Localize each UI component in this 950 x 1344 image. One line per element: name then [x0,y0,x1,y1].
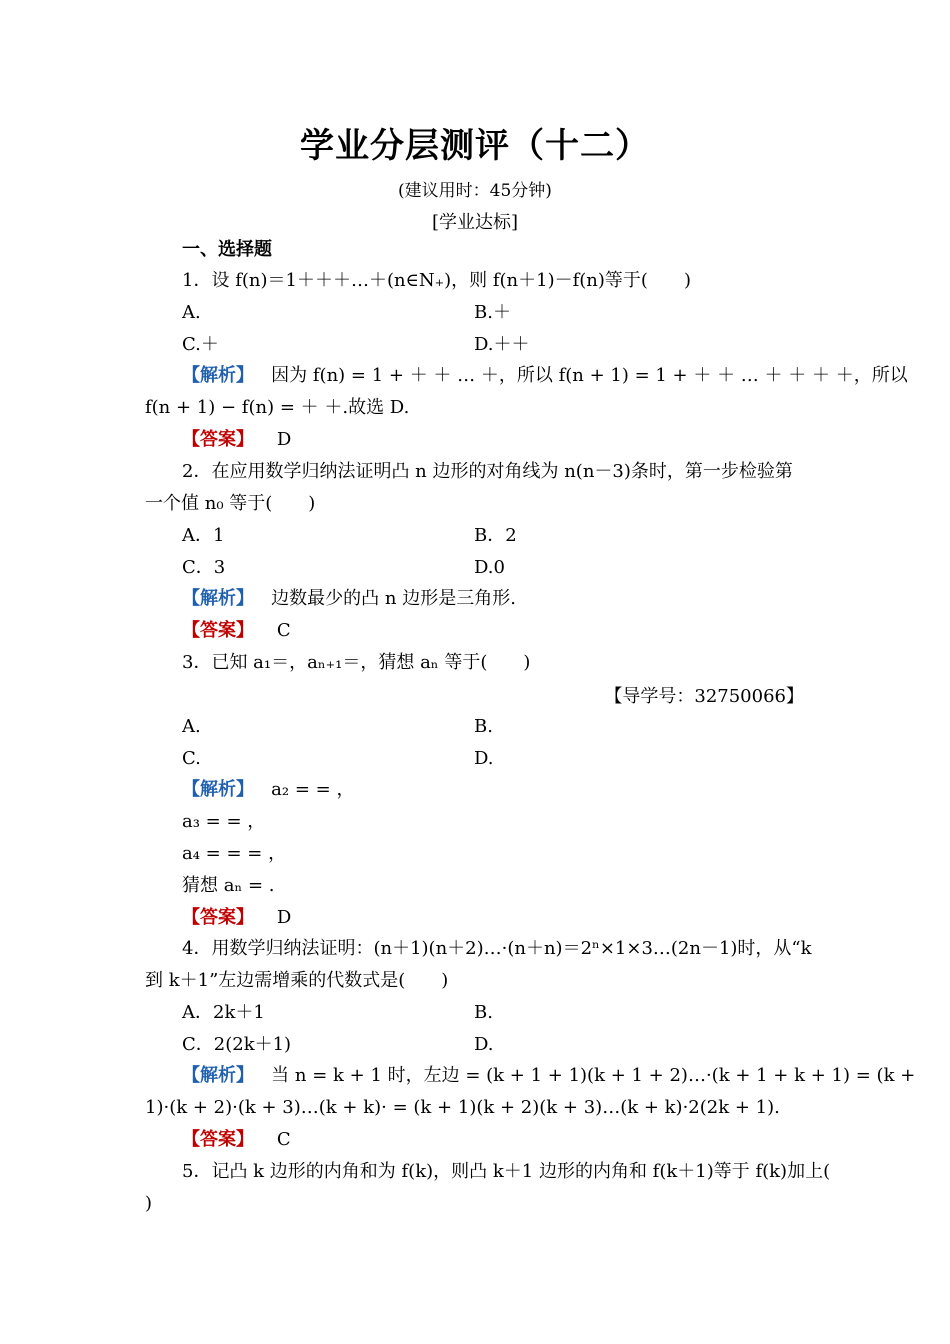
q3-option-d: D. [474,748,494,769]
q5-stem-line-1: 5．记凸 k 边形的内角和为 f(k)，则凸 k＋1 边形的内角和 f(k＋1)等于 f(k)加上( [182,1161,831,1182]
section-heading: 一、选择题 [182,239,272,260]
q2-option-b: B．2 [474,525,517,546]
analysis-label: 【解析】 [182,588,254,609]
q2-option-a: A．1 [182,525,225,546]
q3-option-a: A. [182,716,201,737]
q1-stem-number: 1．设 [182,270,236,291]
analysis-label: 【解析】 [182,1065,254,1086]
answer-label: 【答案】 [182,1129,254,1150]
answer-label: 【答案】 [182,620,254,641]
level-label: [学业达标] [431,212,519,233]
q5-stem-line-2: ) [145,1193,153,1214]
q1-option-b: B.＋ [474,302,511,323]
q4-option-a: A．2k＋1 [182,1002,265,1023]
q3-option-b: B. [474,716,493,737]
q1-answer [182,428,291,452]
q2-option-d: D.0 [474,557,505,578]
q4-option-b: B. [474,1002,493,1023]
page-title: 学业分层测评（十二） [300,126,650,166]
q2-answer [182,619,291,643]
q4-stem-line-2: 到 k＋1”左边需增乘的代数式是( ) [145,970,449,991]
q3-analysis-line-3: a₄ = = = ， [182,843,287,864]
q1-option-a: A. [182,302,201,323]
q4-option-d: D. [474,1034,494,1055]
q2-answer-value: C [276,620,291,641]
q2-stem-line-1: 2．在应用数学归纳法证明凸 n 边形的对角线为 n(n－3)条时，第一步检验第 [182,461,793,482]
answer-label: 【答案】 [182,907,254,928]
analysis-label: 【解析】 [182,779,254,800]
analysis-label: 【解析】 [182,365,254,386]
q2-analysis [182,587,516,611]
q4-option-c: C．2(2k＋1) [182,1034,292,1055]
q3-analysis-line-1 [182,778,354,802]
q4-analysis-line-2: 1)·(k + 2)·(k + 3)…(k + k)· = (k + 1)(k + 2)(k + 3)…(k + k)·2(2k + 1). [145,1097,780,1118]
q1-analysis-text-1: 因为 f(n) = 1 + ＋ ＋ … ＋，所以 f(n + 1) = 1 + ＋ ＋ … ＋ ＋ ＋ ＋，所以 [271,365,908,386]
guide-number: 【导学号：32750066】 [604,686,804,707]
q4-answer-value: C [276,1129,291,1150]
q3-answer-value: D [276,907,292,928]
q2-option-c: C．3 [182,557,226,578]
q1-option-c: C.＋ [182,334,219,355]
q1-analysis-line-1 [182,364,908,388]
q2-stem-line-2: 一个值 n₀ 等于( ) [145,493,316,514]
q1-answer-value: D [276,429,292,450]
q3-option-c: C. [182,748,201,769]
q1-option-d: D.＋＋ [474,334,530,355]
q3-analysis-line-4: 猜想 aₙ = . [182,875,275,896]
q1-stem [182,269,691,293]
answer-label: 【答案】 [182,429,254,450]
q3-analysis-text-1: a₂ = = ， [271,779,355,800]
q3-stem: 3．已知 a₁＝，aₙ₊₁＝，猜想 aₙ 等于( ) [182,652,531,673]
q4-answer [182,1128,291,1152]
q1-analysis-line-2: f(n + 1) − f(n) = ＋ ＋.故选 D. [145,397,410,418]
q3-analysis-line-2: a₃ = = ， [182,811,266,832]
q4-stem-line-1: 4．用数学归纳法证明：(n＋1)(n＋2)…·(n＋n)＝2ⁿ×1×3…(2n－1)时，从“k [182,938,812,959]
q4-analysis-text-1: 当 n = k + 1 时，左边 = (k + 1 + 1)(k + 1 + 2)…·(k + 1 + k + 1) = (k + [271,1065,916,1086]
q2-analysis-text: 边数最少的凸 n 边形是三角形. [271,588,516,609]
q1-stem-text: f(n)＝1＋＋＋…＋(n∈N₊)，则 f(n＋1)－f(n)等于( ) [235,270,691,291]
q3-answer [182,906,291,930]
time-note: (建议用时：45分钟) [398,181,552,201]
q4-analysis-line-1 [182,1064,915,1088]
